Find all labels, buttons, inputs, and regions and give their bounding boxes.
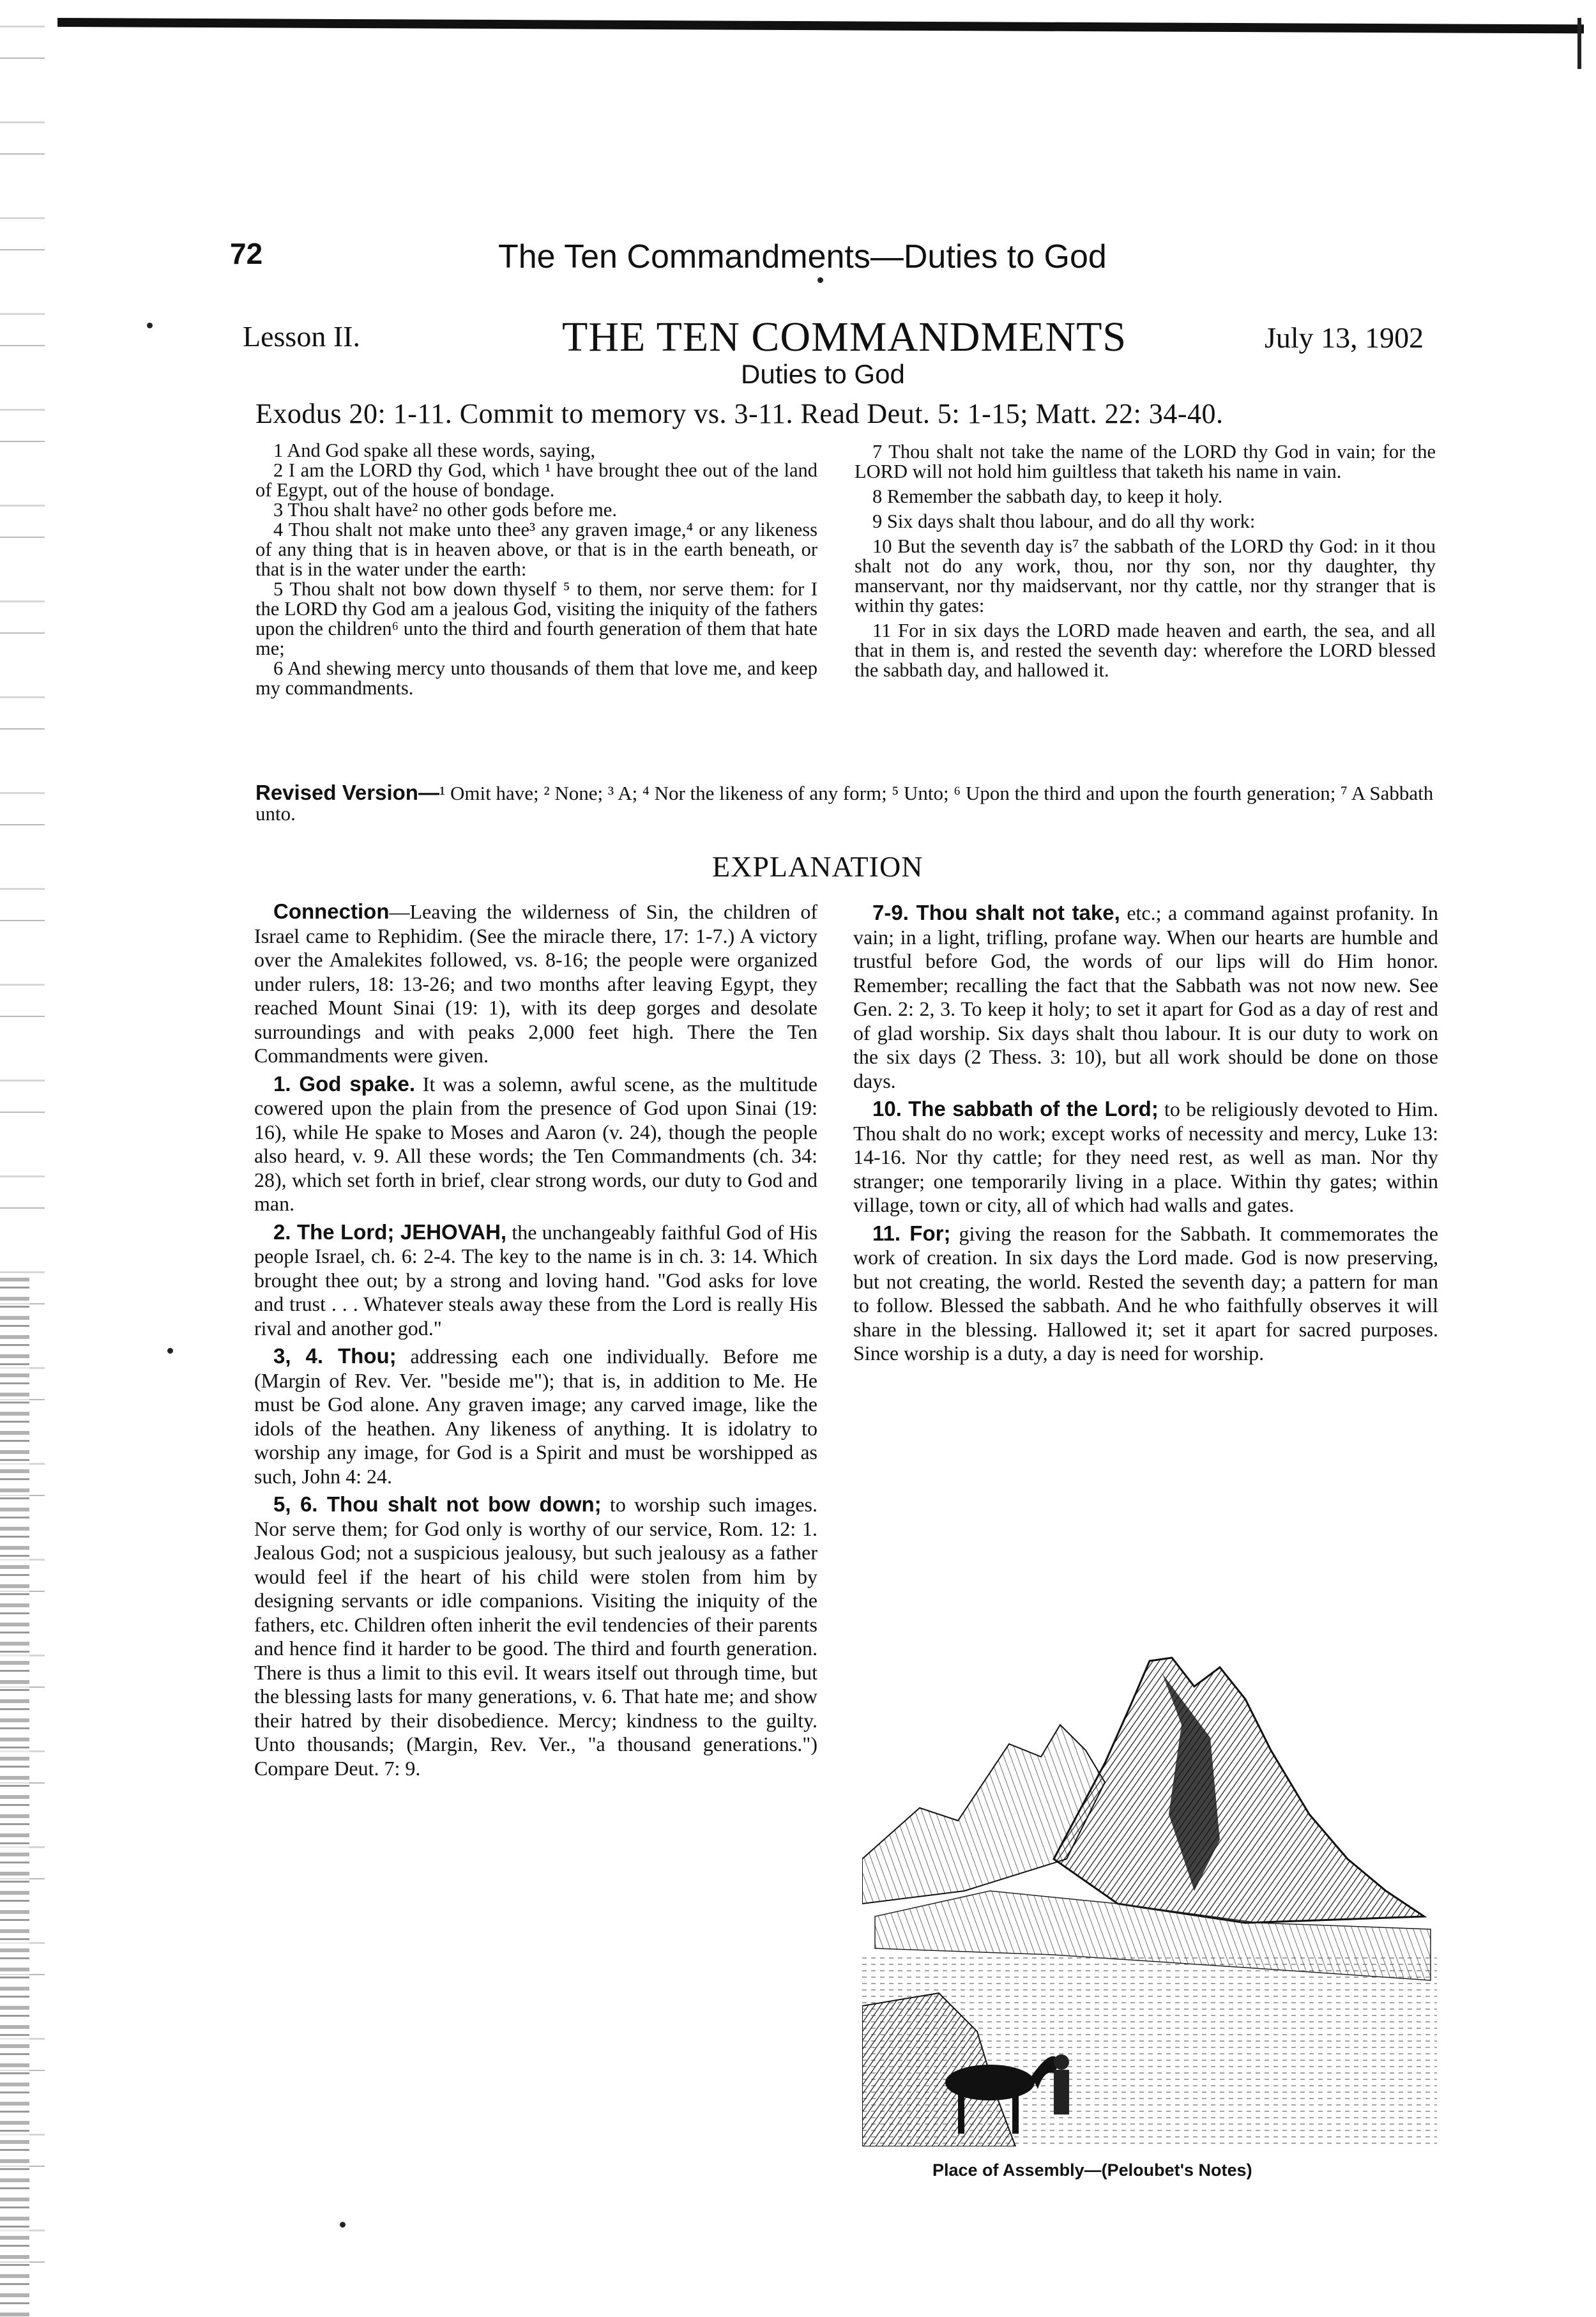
revised-version-note — [255, 783, 1437, 824]
revised-version-text: ¹ Omit have; ² None; ³ A; ⁴ Nor the likeness of any form; ⁵ Unto; ⁶ Upon the third and upon the fourth generation; ⁷ A Sabbath unto. — [255, 782, 1434, 825]
verse: 5 Thou shalt not bow down thyself ⁵ to them, nor serve them: for I the LORD thy God am a jealous God, visiting the iniquity of the fathers upon the children⁶ unto the third and fourth generation of them that hate me; — [255, 578, 817, 659]
running-title: The Ten Commandments—Duties to God — [498, 238, 1107, 275]
scan-edge-corner — [1577, 18, 1581, 69]
lesson-subtitle: Duties to God — [741, 359, 905, 389]
scripture-column-left — [255, 441, 817, 698]
verse: 7 Thou shalt not take the name of the LORD thy God in vain; for the LORD will not hold him guiltless that taketh his name in vain. — [855, 441, 1436, 482]
explanation-paragraph — [853, 901, 1438, 1093]
paragraph-text: —Leaving the wilderness of Sin, the children of Israel came to Rephidim. (See the miracle there, 17: 1-7.) A victory over the Amalekites followed, vs. 8-16; the people were organized under rulers, 18: 13-26; and two months after leaving Egypt, they reached Mount Sinai (19: 1), with its deep gorges and desolate surroundings and with peaks 2,000 feet high. There the Ten Commandments were given. — [254, 900, 817, 1067]
scan-speck — [340, 2222, 346, 2228]
mount-sinai-illustration — [862, 1648, 1437, 2146]
mountain-peak — [1054, 1658, 1424, 1923]
explanation-paragraph — [254, 1492, 817, 1780]
explanation-column-right — [853, 901, 1438, 1370]
page-number: 72 — [230, 237, 263, 270]
lesson-label: Lesson II. — [243, 320, 360, 353]
paragraph-lead: 2. The Lord; JEHOVAH, — [273, 1220, 507, 1244]
mountain-ridge-left — [862, 1725, 1105, 1904]
explanation-paragraph — [254, 1072, 817, 1216]
verse: 10 But the seventh day is⁷ the sabbath of the LORD thy God: in it thou shalt not do any work, thou, nor thy son, nor thy daughter, thy manservant, nor thy maidservant, nor thy cattle, nor thy stranger that is within thy gates: — [855, 535, 1436, 616]
paragraph-text: to worship such images. Nor serve them; for God only is worthy of our service, Rom. 12: 1. Jealous God; not a suspicious jealousy, but such jealousy as a father would feel if the heart of his child were stolen from him by designing servants or idle companions. Visiting the iniquity of the fathers, etc. Children often inherit the evil tendencies of their parents and hence find it harder to be good. The third and fourth generation. There is thus a limit to this evil. It wears itself out through time, but the blessing lasts for many generations, v. 6. That hate me; and show their hatred by their disobedience. Mercy; kindness to the guilty. Unto thousands; (Margin, Rev. Ver., "a thousand generations.") Compare Deut. 7: 9. — [254, 1493, 817, 1780]
scripture-column-right — [855, 442, 1436, 685]
explanation-paragraph — [254, 899, 817, 1068]
figure-caption: Place of Assembly—(Peloubet's Notes) — [932, 2160, 1252, 2180]
verse: 9 Six days shalt thou labour, and do all thy work: — [872, 510, 1256, 532]
verse: 2 I am the LORD thy God, which ¹ have brought thee out of the land of Egypt, out of the house of bondage. — [255, 459, 817, 501]
scan-speck — [817, 277, 823, 283]
paragraph-lead: 7-9. Thou shalt not take, — [872, 901, 1120, 924]
verse: 8 Remember the sabbath day, to keep it holy. — [872, 486, 1223, 507]
verse: 6 And shewing mercy unto thousands of them that love me, and keep my commandments. — [255, 657, 817, 699]
paragraph-text: etc.; a command against profanity. In vain; in a light, trifling, profane way. When our hearts are humble and trustful before God, the words of our lips will do Him honor. Remember; recalling the fact that the Sabbath was not now new. See Gen. 2: 2, 3. To keep it holy; to set it apart for God as a day of rest and of glad worship. Six days shalt thou labour. It is our duty to work on the six days (2 Thess. 3: 10), but all work should be done on those days. — [853, 901, 1439, 1092]
paragraph-lead: 10. The sabbath of the Lord; — [872, 1097, 1159, 1120]
paragraph-lead: 3, 4. Thou; — [273, 1344, 397, 1368]
paragraph-lead: 11. For; — [872, 1221, 951, 1245]
paragraph-lead: 5, 6. Thou shalt not bow down; — [273, 1492, 602, 1516]
scan-speck — [167, 1348, 173, 1354]
scripture-readings: Exodus 20: 1-11. Commit to memory vs. 3-11. Read Deut. 5: 1-15; Matt. 22: 34-40. — [255, 398, 1224, 429]
lesson-date: July 13, 1902 — [1265, 321, 1424, 354]
verse: 11 For in six days the LORD made heaven and earth, the sea, and all that in them is, and rested the seventh day: wherefore the LORD blessed the sabbath day, and hallowed it. — [855, 620, 1436, 681]
paragraph-text: It was a solemn, awful scene, as the multitude cowered upon the plain from the presence of God upon Sinai (19: 16), while He spake to Moses and Aaron (v. 24), though the people also heard, v. 9. All these words; the Ten Commandments (ch. 34: 28), which set forth in brief, clear strong words, our duty to God and man. — [254, 1072, 817, 1215]
scan-edge-top — [57, 18, 1584, 33]
scan-speck — [147, 323, 153, 328]
paragraph-lead: Connection — [273, 899, 390, 923]
explanation-heading: EXPLANATION — [712, 850, 923, 883]
explanation-paragraph — [853, 1097, 1438, 1218]
explanation-paragraph — [254, 1344, 817, 1488]
scan-edge-left-lower — [0, 1278, 29, 2317]
paragraph-lead: 1. God spake. — [273, 1071, 416, 1096]
paragraph-text: addressing each one individually. Before me (Margin of Rev. Ver. "beside me"); that is, in addition to Me. He must be God alone. Any graven image; any carved image, like the idols of the heathen. Any likeness of anything. It is idolatry to worship any image, for God is a Spirit and must be worshipped as such, John 4: 24. — [254, 1345, 818, 1488]
verse: 3 Thou shalt have² no other gods before me. — [273, 499, 617, 521]
verse: 4 Thou shalt not make unto thee³ any graven image,⁴ or any likeness of any thing that is in heaven above, or that is in the earth beneath, or that is in the water under the earth: — [255, 519, 817, 580]
traveller-figure — [1054, 2054, 1069, 2114]
explanation-paragraph — [853, 1221, 1438, 1366]
paragraph-text: to be religiously devoted to Him. Thou shalt do no work; except works of necessity and mercy, Luke 13: 14-16. Nor thy cattle; for they need rest, as well as man. Nor thy stranger; one temporarily living in a place. Within thy gates; within village, town or city, all of which had walls and gates. — [853, 1097, 1439, 1216]
paragraph-text: giving the reason for the Sabbath. It commemorates the work of creation. In six days the Lord made. God is now preserving, but not creating, the world. Rested the seventh day; a pattern for man to follow. Blessed the sabbath. And he who faithfully observes it will share in the blessing. Hallowed it; set it apart for sacred purposes. Since worship is a duty, a day is need for worship. — [853, 1221, 1439, 1365]
explanation-column-left — [254, 899, 817, 1784]
revised-version-label: Revised Version— — [255, 781, 439, 804]
lesson-title: THE TEN COMMANDMENTS — [562, 314, 1127, 360]
paragraph-text: the unchangeably faithful God of His people Israel, ch. 6: 2-4. The key to the name is in ch. 3: 14. Which brought thee out; by a strong and loving hand. "God asks for love and trust . . . Whatever steals away these from the Lord is really His rival and another god." — [254, 1220, 817, 1340]
explanation-paragraph — [254, 1220, 817, 1341]
verse: 1 And God spake all these words, saying, — [273, 440, 596, 461]
